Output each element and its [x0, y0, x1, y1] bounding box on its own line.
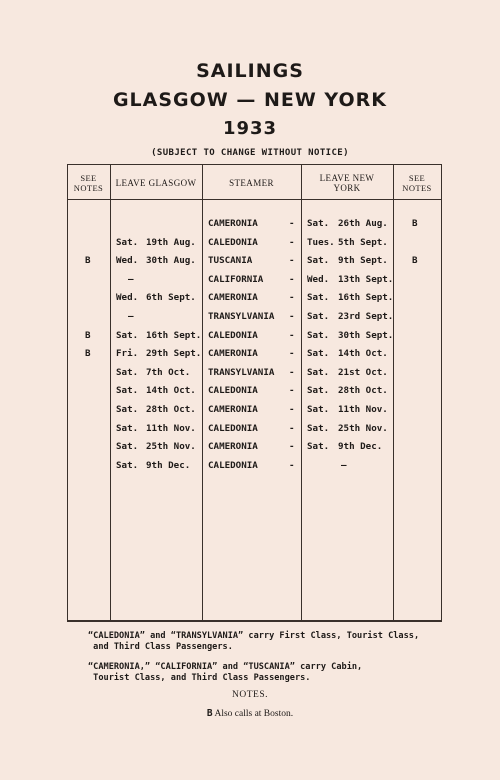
note-text: Also calls at Boston.	[212, 709, 294, 719]
row-glasgow-day: Sat.	[116, 441, 139, 453]
row-steamer-dash: -	[289, 366, 295, 378]
note-boston	[0, 708, 500, 719]
row-steamer: TRANSYLVANIA	[208, 366, 275, 378]
sailings-table	[67, 164, 442, 622]
row-new-york-day: Sat.	[307, 348, 330, 360]
row-new-york-day: Sat.	[307, 292, 330, 304]
row-glasgow-date: 16th Sept.	[146, 329, 202, 341]
row-steamer: CAMERONIA	[208, 218, 258, 229]
row-note-left: B	[85, 348, 91, 360]
row-steamer: CALEDONIA	[208, 385, 258, 397]
row-glasgow-date: 28th Oct.	[146, 404, 196, 415]
row-new-york-day: Sat.	[307, 329, 330, 341]
row-new-york-date: 28th Oct.	[338, 385, 388, 397]
row-glasgow-day: Sat.	[116, 404, 139, 415]
row-steamer: TUSCANIA	[208, 255, 253, 267]
row-steamer-dash: -	[289, 404, 295, 415]
column-divider	[202, 165, 203, 620]
row-new-york-day: —	[341, 459, 347, 471]
row-steamer: CALEDONIA	[208, 422, 258, 434]
row-steamer: CALIFORNIA	[208, 273, 264, 285]
row-note-right: B	[412, 218, 418, 229]
row-steamer-dash: -	[289, 236, 295, 248]
row-new-york-date: 9th Sept.	[338, 255, 388, 267]
row-glasgow-date: 25th Nov.	[146, 441, 196, 453]
row-new-york-date: 13th Sept.	[338, 273, 394, 285]
note-code: B	[206, 708, 213, 719]
row-new-york-date: 23rd Sept.	[338, 311, 394, 322]
row-glasgow-day: Sat.	[116, 366, 139, 378]
header-see-notes-right: SEE NOTES	[402, 173, 432, 193]
notes-heading: NOTES.	[232, 690, 268, 700]
row-new-york-date: 14th Oct.	[338, 348, 388, 360]
column-divider	[393, 165, 394, 620]
row-new-york-date: 11th Nov.	[338, 404, 388, 415]
row-new-york-day: Sat.	[307, 218, 330, 229]
row-steamer-dash: -	[289, 329, 295, 341]
row-glasgow-date: 29th Sept.	[146, 348, 202, 360]
table-border-left	[67, 165, 68, 620]
row-new-york-date: 30th Sept.	[338, 329, 394, 341]
row-steamer-dash: -	[289, 459, 295, 471]
row-steamer-dash: -	[289, 311, 295, 322]
title-route: GLASGOW — NEW YORK	[112, 89, 388, 111]
row-new-york-day: Sat.	[307, 311, 330, 322]
header-leave-new-york: LEAVE NEW YORK	[319, 173, 375, 193]
row-steamer: CAMERONIA	[208, 441, 258, 453]
title-year: 1933	[222, 118, 278, 139]
header-see-notes-left: SEE NOTES	[73, 173, 104, 193]
column-divider	[301, 165, 302, 620]
row-new-york-day: Sat.	[307, 366, 330, 378]
subtitle-notice: (SUBJECT TO CHANGE WITHOUT NOTICE)	[151, 148, 349, 158]
row-new-york-day: Wed.	[307, 273, 330, 285]
row-new-york-day: Sat.	[307, 422, 330, 434]
row-glasgow-day: Wed.	[116, 292, 139, 304]
row-glasgow-day: Sat.	[116, 329, 139, 341]
row-glasgow-day: Sat.	[116, 385, 139, 397]
row-new-york-date: 5th Sept.	[338, 236, 388, 248]
row-steamer-dash: -	[289, 348, 295, 360]
row-glasgow-date: 7th Oct.	[146, 366, 191, 378]
row-glasgow-day: Sat.	[116, 236, 139, 248]
row-note-left: B	[85, 255, 91, 267]
row-new-york-day: Tues.	[307, 236, 335, 248]
row-glasgow-date: 11th Nov.	[146, 422, 196, 434]
row-glasgow-date: 19th Aug.	[146, 236, 196, 248]
row-steamer: TRANSYLVANIA	[208, 311, 275, 322]
row-new-york-date: 21st Oct.	[338, 366, 388, 378]
row-steamer: CAMERONIA	[208, 292, 258, 304]
row-glasgow-day: Fri.	[116, 348, 139, 360]
row-glasgow-day: —	[128, 273, 134, 285]
header-steamer: STEAMER	[229, 178, 274, 188]
row-glasgow-date: 14th Oct.	[146, 385, 196, 397]
title-sailings: SAILINGS	[196, 60, 304, 82]
row-glasgow-date: 6th Sept.	[146, 292, 196, 304]
row-steamer-dash: -	[289, 218, 295, 229]
row-steamer-dash: -	[289, 273, 295, 285]
row-note-left: B	[85, 329, 91, 341]
row-new-york-date: 9th Dec.	[338, 441, 383, 453]
row-steamer-dash: -	[289, 422, 295, 434]
row-steamer: CAMERONIA	[208, 404, 258, 415]
header-leave-glasgow: LEAVE GLASGOW	[115, 178, 197, 188]
row-steamer: CALEDONIA	[208, 459, 258, 471]
row-new-york-date: 25th Nov.	[338, 422, 388, 434]
row-steamer-dash: -	[289, 255, 295, 267]
row-steamer: CAMERONIA	[208, 348, 258, 360]
row-glasgow-date: 30th Aug.	[146, 255, 196, 267]
row-steamer-dash: -	[289, 441, 295, 453]
column-divider	[110, 165, 111, 620]
row-steamer-dash: -	[289, 385, 295, 397]
header-divider	[67, 199, 442, 200]
row-glasgow-day: Wed.	[116, 255, 139, 267]
row-glasgow-day: Sat.	[116, 459, 139, 471]
row-glasgow-day: Sat.	[116, 422, 139, 434]
row-steamer-dash: -	[289, 292, 295, 304]
table-border-right	[441, 165, 442, 620]
row-new-york-day: Sat.	[307, 441, 330, 453]
footnote-first-class: “CALEDONIA” and “TRANSYLVANIA” carry First Class, Tourist Class, and Third Class Passengers.	[88, 631, 420, 652]
row-new-york-day: Sat.	[307, 255, 330, 267]
row-steamer: CALEDONIA	[208, 236, 258, 248]
row-steamer: CALEDONIA	[208, 329, 258, 341]
row-note-right: B	[412, 255, 418, 267]
row-glasgow-day: —	[128, 311, 134, 322]
row-new-york-day: Sat.	[307, 385, 330, 397]
row-new-york-date: 26th Aug.	[338, 218, 388, 229]
row-glasgow-date: 9th Dec.	[146, 459, 191, 471]
row-new-york-date: 16th Sept.	[338, 292, 394, 304]
row-new-york-day: Sat.	[307, 404, 330, 415]
footnote-cabin-class: “CAMERONIA,” “CALIFORNIA” and “TUSCANIA” carry Cabin, Tourist Class, and Third Class Passengers.	[88, 662, 363, 683]
